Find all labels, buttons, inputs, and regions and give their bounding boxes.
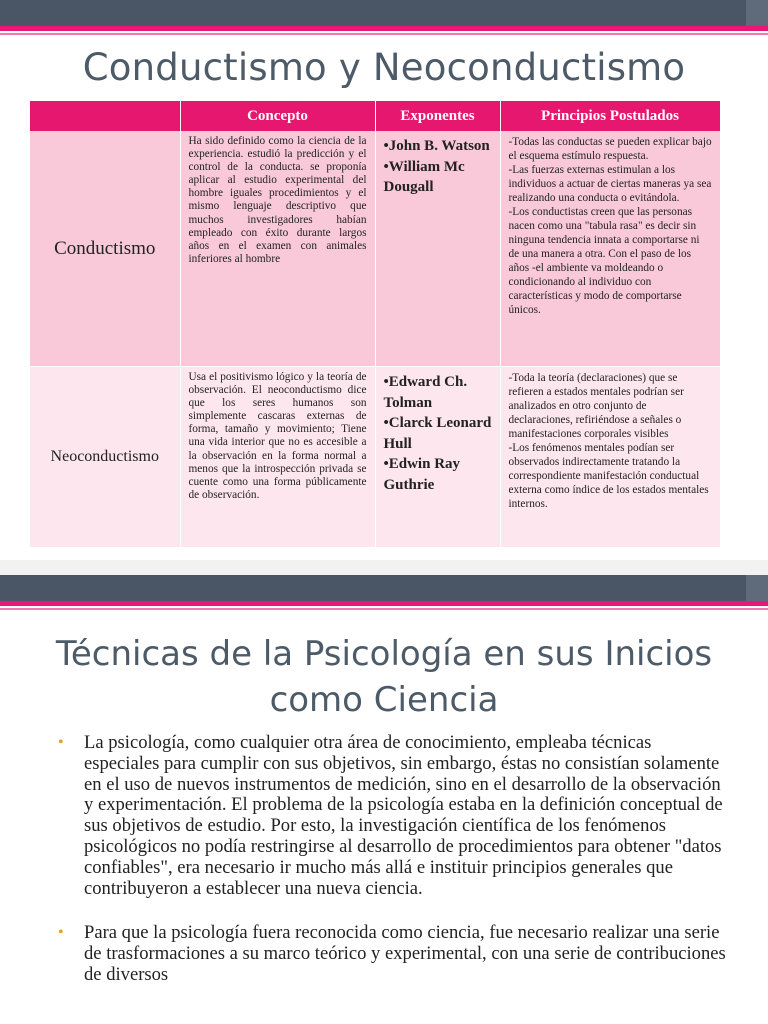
table-row xyxy=(30,367,720,548)
row-label: Conductismo xyxy=(30,131,180,367)
table-header-row xyxy=(30,101,720,131)
concept-cell: Ha sido definido como la ciencia de la experiencia. estudió la predicción y el control de la conducta. se proponía aplicar al estudio experimental del hombre iguales procedimientos y el mismo lenguaje descriptivo que muchos investigadores habían empleado con éxito durante largos años en el examen con animales inferiores al hombre xyxy=(180,131,375,367)
slide-tecnicas xyxy=(0,575,768,1024)
exponent-item: •John B. Watson xyxy=(383,138,490,154)
exponent-item: •Edward Ch. Tolman xyxy=(383,374,468,411)
header-empty xyxy=(30,101,180,131)
exponents-cell xyxy=(375,131,500,367)
slide-separator xyxy=(0,560,768,575)
exponent-item: •Clarck Leonard Hull xyxy=(383,415,492,452)
title-line: como Ciencia xyxy=(269,680,499,720)
table-row xyxy=(30,131,720,367)
row-label: Neoconductismo xyxy=(30,367,180,548)
slide-title: Conductismo y Neoconductismo xyxy=(82,46,686,89)
bullet-icon: • xyxy=(58,924,64,942)
slide-title xyxy=(0,631,768,723)
bullet-list xyxy=(58,733,728,1010)
header-principios: Principios Postulados xyxy=(500,101,720,131)
header-exponentes: Exponentes xyxy=(375,101,500,131)
principles-cell xyxy=(500,367,720,548)
list-item xyxy=(58,923,728,985)
accent-stripe xyxy=(0,26,768,31)
header-band xyxy=(0,575,768,601)
exponent-item: •Edwin Ray Guthrie xyxy=(383,456,461,493)
comparison-table xyxy=(30,101,721,548)
list-item xyxy=(58,733,728,899)
principle-item: -Toda la teoría (declaraciones) que se refieren a estados mentales podrían ser analizados en otro conjunto de declaraciones, refiriéndose a señales o manifestaciones corporales visibles xyxy=(508,372,684,440)
exponents-cell xyxy=(375,367,500,548)
accent-stripe-thin xyxy=(0,608,768,610)
principle-item: -Los fenómenos mentales podían ser observados indirectamente tratando la correspondiente manifestación conductual externa como índice de los estados mentales internos. xyxy=(508,442,709,510)
concept-cell: Usa el positivismo lógico y la teoría de observación. El neoconductismo dice que los seres humanos son simplemente cascaras externas de forma, tamaño y movimiento; Tiene una vida interior que no es accesible a la observación en la forma normal a menos que la introspección privada se cuente como una forma públicamente de observación. xyxy=(180,367,375,548)
bullet-text: Para que la psicología fuera reconocida como ciencia, fue necesario realizar una serie de trasformaciones a su marco teórico y experimental, con una serie de contribuciones de diversos xyxy=(84,922,726,985)
principle-item: -Todas las conductas se pueden explicar bajo el esquema estímulo respuesta. xyxy=(508,136,712,162)
accent-stripe xyxy=(0,601,768,606)
header-band xyxy=(0,0,768,26)
exponent-item: •William Mc Dougall xyxy=(383,158,465,195)
bullet-text: La psicología, como cualquier otra área de conocimiento, empleaba técnicas especiales para cumplir con sus objetivos, sin embargo, éstas no consistían solamente en el uso de nuevos instrumentos de medición, sino en el desarrollo de la observación y experimentación. El problema de la psicología estaba en la definición conceptual de sus objetivos de estudio. Por esto, la investigación científica de los fenómenos psicológicos no podía restringirse al desarrollo de procedimientos para obtener "datos confiables", era necesario ir mucho más allá e instituir principios generales que contribuyeron a establecer una nueva ciencia. xyxy=(84,732,723,899)
accent-stripe-thin xyxy=(0,33,768,35)
header-concepto: Concepto xyxy=(180,101,375,131)
title-line: Técnicas de la Psicología en sus Inicios xyxy=(55,634,713,674)
bullet-icon: • xyxy=(58,734,64,751)
principle-item: -Los conductistas creen que las personas nacen como una "tabula rasa" es decir sin ninguna tendencia innata a comportarse ni de una manera a otra. Con el paso de los años -el ambiente va moldeando o condicionando al individuo con características y modo de comportarse únicos. xyxy=(508,206,700,316)
principles-cell xyxy=(500,131,720,367)
principle-item: -Las fuerzas externas estimulan a los individuos a actuar de ciertas maneras ya sea realizando una conducta o evitándola. xyxy=(508,164,712,204)
